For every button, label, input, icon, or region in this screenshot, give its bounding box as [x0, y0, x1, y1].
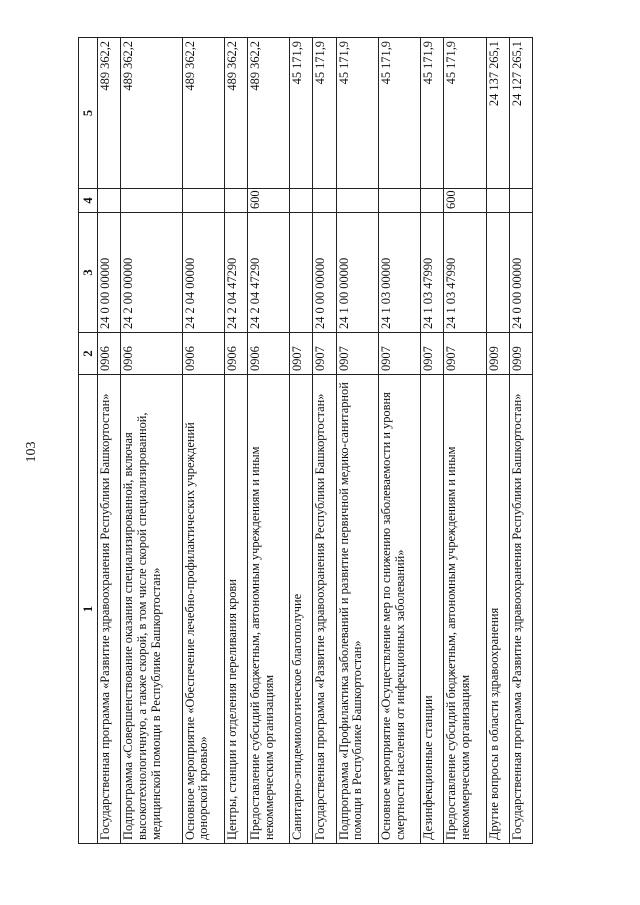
- cell-amount: 24 127 265,1: [509, 38, 532, 189]
- cell-name: Государственная программа «Развитие здравоохранения Республики Башкортостан»: [509, 375, 532, 844]
- cell-section-code: 0907: [378, 333, 420, 375]
- cell-expense-type: 600: [247, 189, 289, 213]
- cell-section-code: 0909: [509, 333, 532, 375]
- cell-amount: 45 171,9: [290, 38, 313, 189]
- table-row: [182, 38, 224, 844]
- cell-name: Другие вопросы в области здравоохранения: [486, 375, 509, 844]
- table-row: [290, 38, 313, 844]
- cell-name: Дезинфекционные станции: [421, 375, 444, 844]
- header-col-5: 5: [79, 38, 98, 189]
- cell-target-code: 24 2 04 00000: [182, 213, 224, 333]
- cell-section-code: 0906: [121, 333, 182, 375]
- cell-amount: 45 171,9: [421, 38, 444, 189]
- cell-amount: 45 171,9: [378, 38, 420, 189]
- table-row: [121, 38, 182, 844]
- cell-name: Предоставление субсидий бюджетным, автономным учреждениям и иным некоммерческим организациям: [444, 375, 486, 844]
- cell-amount: 489 362,2: [224, 38, 247, 189]
- cell-expense-type: [224, 189, 247, 213]
- cell-section-code: 0907: [290, 333, 313, 375]
- table-row: [224, 38, 247, 844]
- table-row: [98, 38, 121, 844]
- cell-expense-type: 600: [444, 189, 486, 213]
- cell-name: Центры, станции и отделения переливания крови: [224, 375, 247, 844]
- cell-name: Санитарно-эпидемиологическое благополучие: [290, 375, 313, 844]
- table-row: [378, 38, 420, 844]
- cell-expense-type: [336, 189, 378, 213]
- cell-target-code: [290, 213, 313, 333]
- cell-amount: 489 362,2: [247, 38, 289, 189]
- cell-target-code: 24 2 00 00000: [121, 213, 182, 333]
- header-col-1: 1: [79, 375, 98, 844]
- cell-expense-type: [421, 189, 444, 213]
- cell-section-code: 0906: [182, 333, 224, 375]
- cell-section-code: 0907: [336, 333, 378, 375]
- cell-amount: 489 362,2: [98, 38, 121, 189]
- cell-expense-type: [486, 189, 509, 213]
- cell-amount: 24 137 265,1: [486, 38, 509, 189]
- cell-amount: 45 171,9: [444, 38, 486, 189]
- cell-section-code: 0906: [98, 333, 121, 375]
- cell-expense-type: [290, 189, 313, 213]
- cell-expense-type: [378, 189, 420, 213]
- cell-target-code: 24 1 03 47990: [421, 213, 444, 333]
- cell-name: Предоставление субсидий бюджетным, автономным учреждениям и иным некоммерческим организациям: [247, 375, 289, 844]
- header-col-4: 4: [79, 189, 98, 213]
- cell-expense-type: [509, 189, 532, 213]
- cell-amount: 45 171,9: [336, 38, 378, 189]
- cell-expense-type: [182, 189, 224, 213]
- cell-amount: 489 362,2: [182, 38, 224, 189]
- table-row: [421, 38, 444, 844]
- cell-target-code: 24 1 03 00000: [378, 213, 420, 333]
- cell-target-code: 24 1 00 00000: [336, 213, 378, 333]
- cell-target-code: 24 2 04 47290: [224, 213, 247, 333]
- cell-section-code: 0907: [421, 333, 444, 375]
- table-row: [509, 38, 532, 844]
- cell-target-code: [486, 213, 509, 333]
- table-row: [313, 38, 336, 844]
- cell-name: Государственная программа «Развитие здравоохранения Республики Башкортостан»: [98, 375, 121, 844]
- table-row: [444, 38, 486, 844]
- budget-table: [78, 37, 533, 844]
- cell-amount: 45 171,9: [313, 38, 336, 189]
- cell-section-code: 0906: [224, 333, 247, 375]
- cell-name: Подпрограмма «Профилактика заболеваний и развитие первичной медико-санитарной помощи в Республике Башкортостан»: [336, 375, 378, 844]
- cell-section-code: 0909: [486, 333, 509, 375]
- header-col-3: 3: [79, 213, 98, 333]
- table-row: [336, 38, 378, 844]
- header-col-2: 2: [79, 333, 98, 375]
- cell-target-code: 24 0 00 00000: [313, 213, 336, 333]
- cell-name: Государственная программа «Развитие здравоохранения Республики Башкортостан»: [313, 375, 336, 844]
- cell-expense-type: [313, 189, 336, 213]
- cell-name: Подпрограмма «Совершенствование оказания специализированной, включая высокотехнологичную, а также скорой, в том числе скорой специализированной, медицинской помощи в Республике Башкортостан»: [121, 375, 182, 844]
- rotated-page-content: [78, 38, 533, 844]
- cell-name: Основное мероприятие «Обеспечение лечебно-профилактических учреждений донорской кровью»: [182, 375, 224, 844]
- cell-section-code: 0906: [247, 333, 289, 375]
- cell-target-code: 24 0 00 00000: [98, 213, 121, 333]
- cell-section-code: 0907: [444, 333, 486, 375]
- cell-name: Основное мероприятие «Осуществление мер по снижению заболеваемости и уровня смертности населения от инфекционных заболеваний»: [378, 375, 420, 844]
- cell-expense-type: [98, 189, 121, 213]
- page-number: 103: [24, 441, 39, 463]
- cell-target-code: 24 0 00 00000: [509, 213, 532, 333]
- cell-target-code: 24 1 03 47990: [444, 213, 486, 333]
- cell-expense-type: [121, 189, 182, 213]
- cell-section-code: 0907: [313, 333, 336, 375]
- cell-amount: 489 362,2: [121, 38, 182, 189]
- cell-target-code: 24 2 04 47290: [247, 213, 289, 333]
- table-header-row: [79, 38, 98, 844]
- table-row: [486, 38, 509, 844]
- table-row: [247, 38, 289, 844]
